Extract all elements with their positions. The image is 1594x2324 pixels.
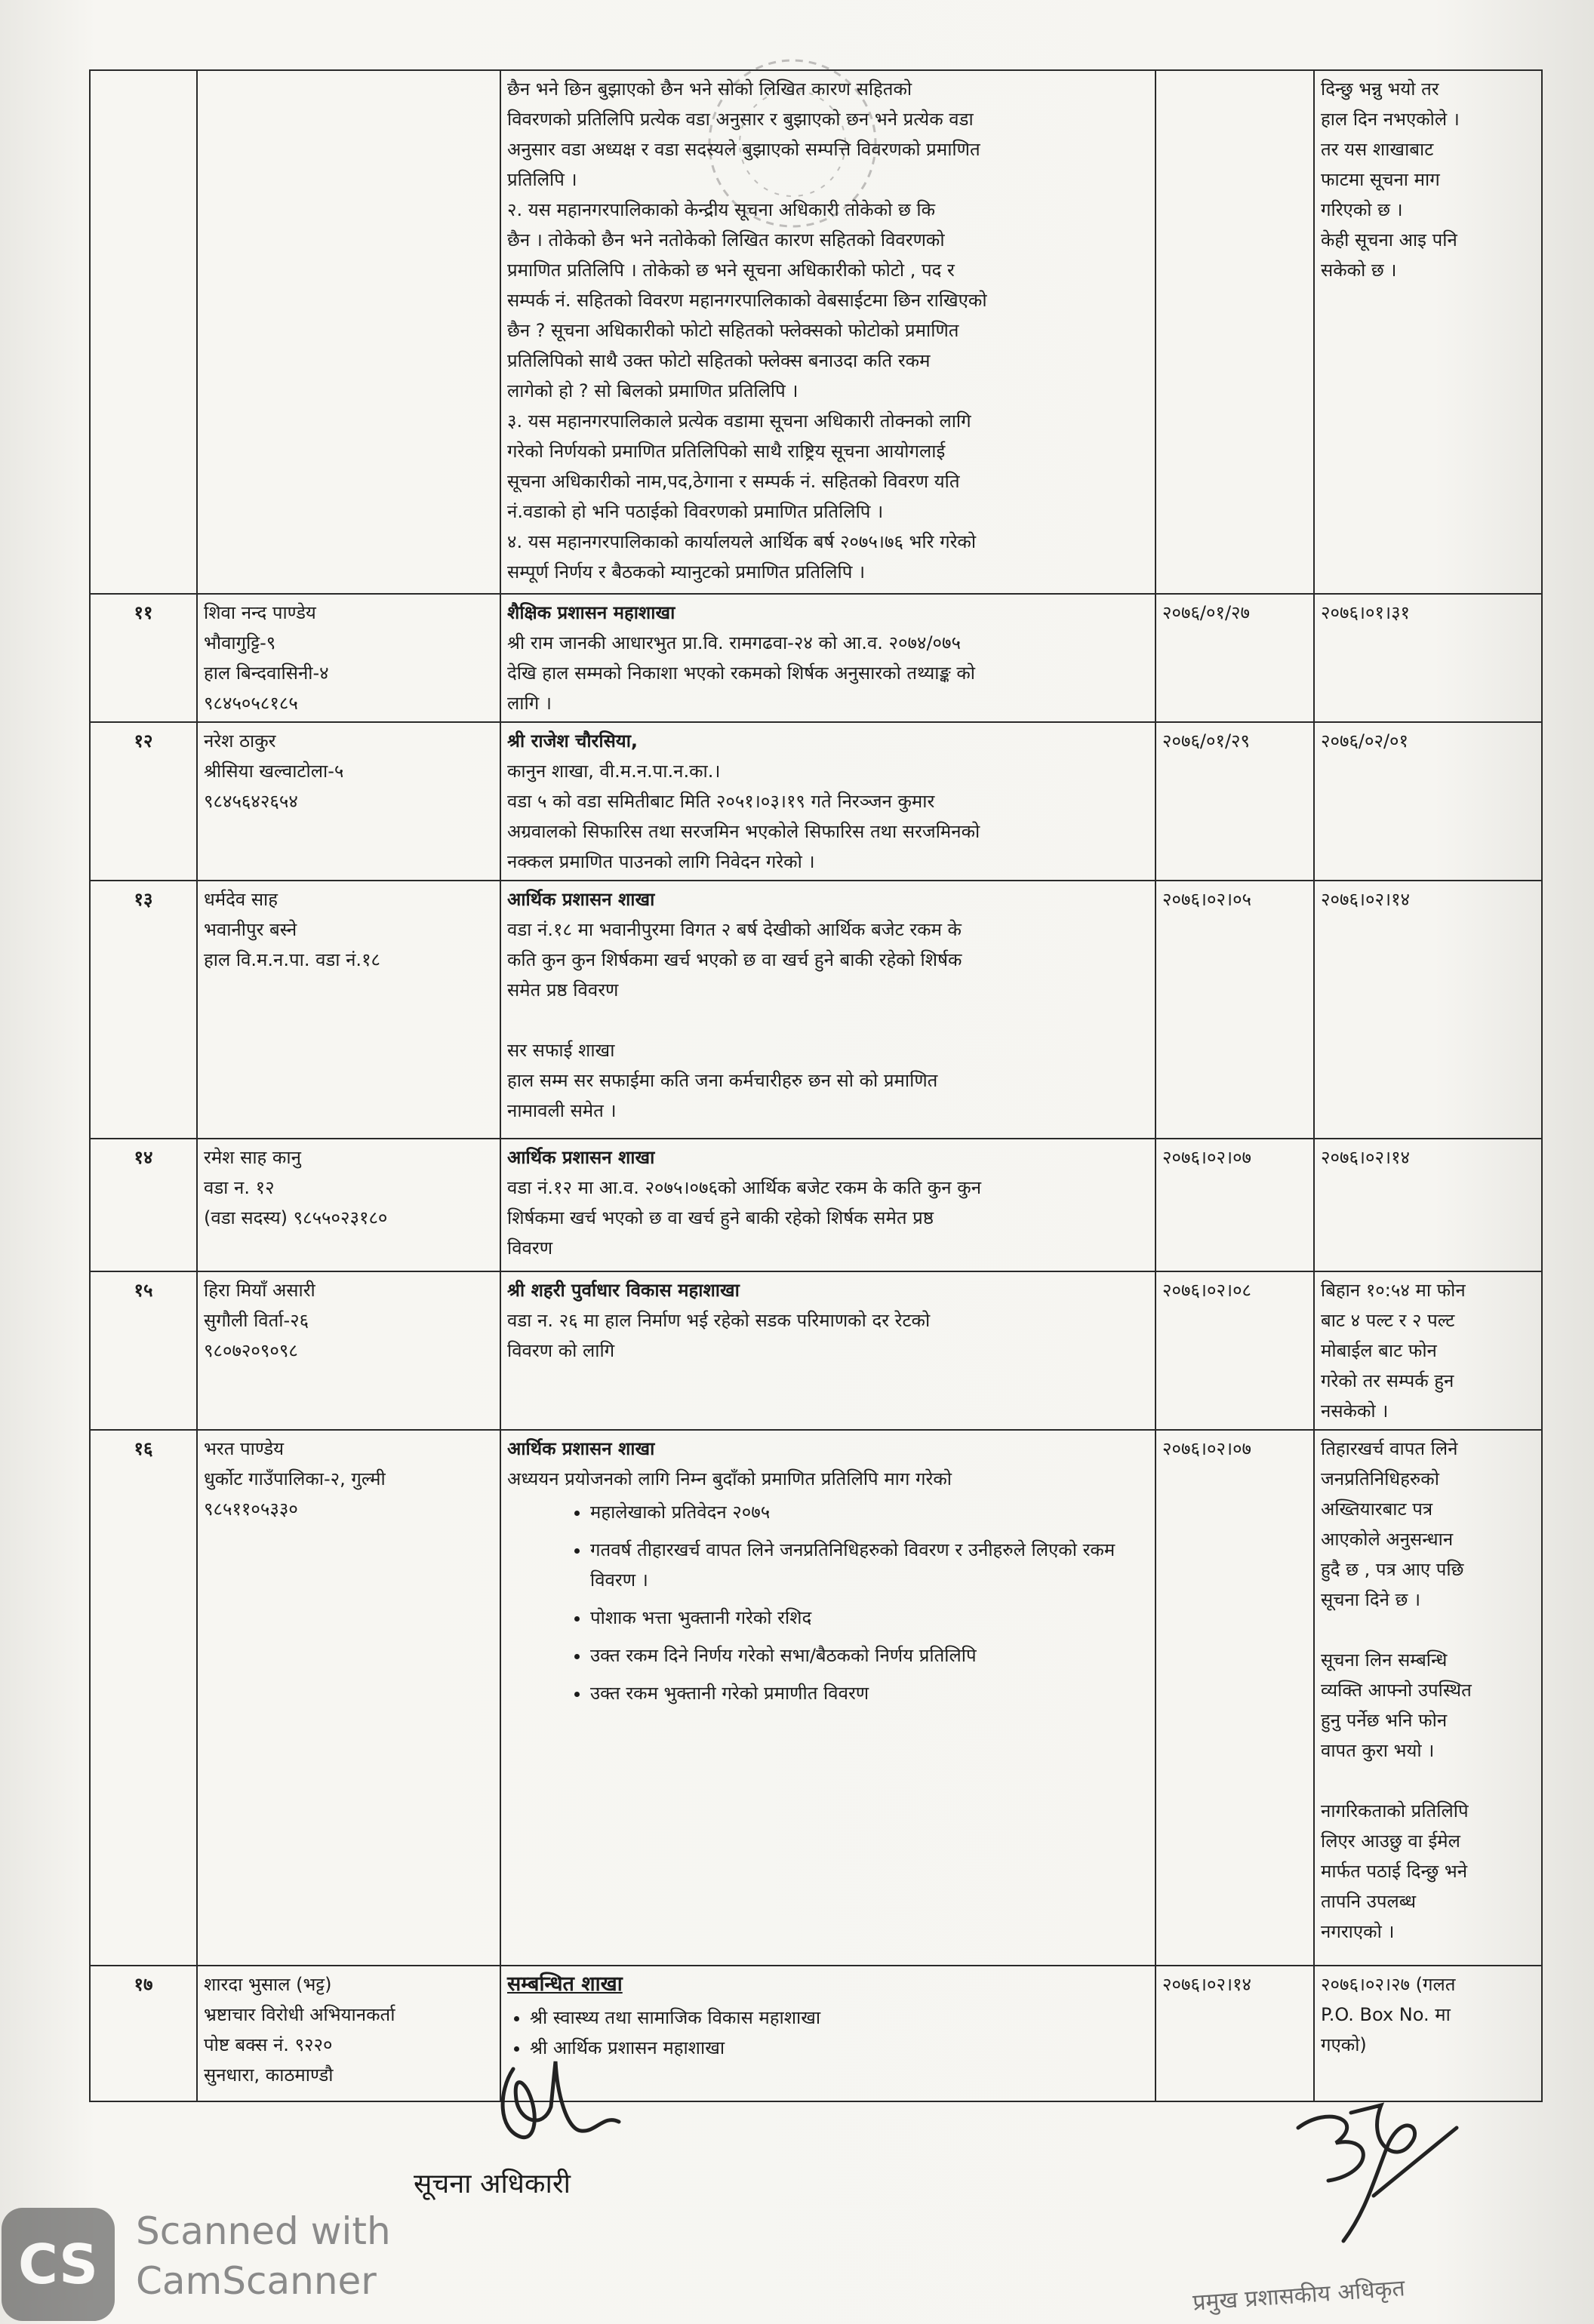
camscanner-watermark — [136, 2206, 391, 2306]
text-line: समेत प्रष्ठ विवरण — [507, 979, 619, 1001]
text-line — [1321, 1615, 1535, 1645]
text-line: मार्फत पठाई दिन्छु भने — [1321, 1861, 1468, 1882]
requester-details — [197, 1139, 500, 1271]
text-line: शैक्षिक प्रशासन महाशाखा — [507, 602, 675, 623]
serial-number: १२ — [90, 722, 197, 881]
text-line: नागरिकताको प्रतिलिपि — [1321, 1800, 1469, 1821]
text-line: छैन । तोकेको छैन भने नतोकेको लिखित कारण सहितको विवरणको — [507, 229, 945, 251]
text-line: ९८५११०५३३० — [204, 1499, 298, 1520]
section-title: सम्बन्धित शाखा — [507, 1972, 623, 1996]
remarks — [1314, 1430, 1542, 1966]
chief-signature — [1283, 2098, 1464, 2249]
text-line: (वडा सदस्य) ९८५५०२३१८० — [204, 1207, 388, 1228]
register-row — [90, 1430, 1542, 1966]
requester-details — [197, 1966, 500, 2101]
text-line: अग्रवालको सिफारिस तथा सरजमिन भएकोले सिफारिस तथा सरजमिनको — [507, 821, 980, 842]
text-line: धर्मदेव साह — [204, 889, 278, 910]
text-line: हुनु पर्नेछ भनि फोन — [1321, 1710, 1448, 1731]
text-line: नामावली समेत । — [507, 1100, 617, 1121]
text-line: अनुसार वडा अध्यक्ष र वडा सदस्यले बुझाएको सम्पत्ति विवरणको प्रमाणित — [507, 139, 980, 160]
text-line: पोष्ट बक्स नं. ९२२० — [204, 2034, 333, 2055]
text-line: कति कुन कुन शिर्षकमा खर्च भएको छ वा खर्च हुने बाकी रहेको शिर्षक — [507, 949, 962, 970]
text-line: नगराएको । — [1321, 1921, 1395, 1942]
list-item: • गतवर्ष तीहारखर्च वापत लिने जनप्रतिनिधिहरुको विवरण र उनीहरुले लिएको रकम विवरण । — [590, 1535, 1149, 1595]
text-line: वडा न. २६ मा हाल निर्माण भई रहेको सडक परिमाणको दर रेटको — [507, 1310, 931, 1331]
information-request-register — [89, 69, 1543, 2102]
date-received — [1155, 70, 1314, 594]
requester-details — [197, 881, 500, 1139]
list-item: • श्री स्वास्थ्य तथा सामाजिक विकास महाशाखा — [530, 2003, 1149, 2033]
text-line: गरेको तर सम्पर्क हुन — [1321, 1370, 1454, 1391]
remarks — [1314, 70, 1542, 594]
text-line: आर्थिक प्रशासन शाखा — [507, 889, 655, 910]
text-line: देखि हाल सम्मको निकाशा भएको रकमको शिर्षक अनुसारको तथ्याङ्क को — [507, 662, 975, 684]
text-line: हिरा मियाँ असारी — [204, 1280, 315, 1301]
text-line: भवानीपुर बस्ने — [204, 919, 297, 940]
text-line: ९८०७२०९०९८ — [204, 1340, 298, 1361]
text-line: धुर्कोट गाउँपालिका-२, गुल्मी — [204, 1468, 386, 1489]
text-line: लिएर आउछु वा ईमेल — [1321, 1831, 1460, 1852]
text-line: विवरणको प्रतिलिपि प्रत्येक वडा अनुसार र बुझाएको छन भने प्रत्येक वडा — [507, 109, 974, 130]
text-line: फाटमा सूचना माग — [1321, 169, 1440, 190]
text-line: छैन भने छिन बुझाएको छैन भने सोको लिखित कारण सहितको — [507, 78, 912, 100]
text-line: नं.वडाको हो भनि पठाईको विवरणको प्रमाणित प्रतिलिपि । — [507, 501, 884, 522]
text-line: सकेको छ । — [1321, 260, 1397, 281]
text-line: हाल दिन नभएकोले । — [1321, 109, 1460, 130]
text-line: श्री राम जानकी आधारभुत प्रा.वि. रामगढवा-२४ को आ.व. २०७४/०७५ — [507, 632, 961, 653]
text-line: दिन्छु भन्नु भयो तर — [1321, 78, 1439, 100]
text-line: लागि । — [507, 693, 552, 714]
text-line: नरेश ठाकुर — [204, 730, 276, 752]
text-line: P.O. Box No. मा — [1321, 2004, 1451, 2025]
requested-information — [500, 594, 1155, 722]
requested-information — [500, 70, 1155, 594]
date-received: २०७६/०१/२७ — [1155, 594, 1314, 722]
requested-information — [500, 722, 1155, 881]
requester-details — [197, 1430, 500, 1966]
requester-details — [197, 1271, 500, 1430]
serial-number: १३ — [90, 881, 197, 1139]
register-row — [90, 1139, 1542, 1271]
text-line: तर यस शाखाबाट — [1321, 139, 1434, 160]
text-line: विवरण को लागि — [507, 1340, 615, 1361]
text-line: वडा नं.१२ मा आ.व. २०७५।०७६को आर्थिक बजेट रकम के कति कुन कुन — [507, 1177, 982, 1198]
register-row — [90, 1966, 1542, 2101]
text-line: वडा नं.१८ मा भवानीपुरमा विगत २ बर्ष देखीको आर्थिक बजेट रकम के — [507, 919, 962, 940]
text-line: हाल सम्म सर सफाईमा कति जना कर्मचारीहरु छन सो को प्रमाणित — [507, 1070, 938, 1091]
text-line: नसकेको । — [1321, 1400, 1389, 1422]
text-line: तापनि उपलब्ध — [1321, 1891, 1417, 1912]
text-line: छैन ? सूचना अधिकारीको फोटो सहितको फ्लेक्सको फोटोको प्रमाणित — [507, 320, 959, 341]
serial-number — [90, 70, 197, 594]
serial-number: १५ — [90, 1271, 197, 1430]
register-row — [90, 70, 1542, 594]
text-line: कानुन शाखा, वी.म.न.पा.न.का.। — [507, 761, 721, 782]
remarks — [1314, 722, 1542, 881]
text-line: अध्ययन प्रयोजनको लागि निम्न बुदाँको प्रमाणित प्रतिलिपि माग गरेको — [507, 1468, 952, 1489]
text-line: २०७६।०२।२७ (गलत — [1321, 1974, 1456, 1995]
serial-number: १६ — [90, 1430, 197, 1966]
text-line: भौवागुट्टि-९ — [204, 632, 276, 653]
text-line: बाट ४ पल्ट र २ पल्ट — [1321, 1310, 1455, 1331]
date-received: २०७६।०२।०७ — [1155, 1139, 1314, 1271]
text-line — [1321, 1766, 1535, 1796]
text-line: तिहारखर्च वापत लिने — [1321, 1438, 1458, 1459]
text-line: केही सूचना आइ पनि — [1321, 229, 1457, 251]
text-line: सूचना अधिकारीको नाम,पद,ठेगाना र सम्पर्क नं. सहितको विवरण यति — [507, 471, 960, 492]
text-line: वडा ५ को वडा समितीबाट मिति २०५१।०३।१९ गते निरञ्जन कुमार — [507, 791, 935, 812]
serial-number: १७ — [90, 1966, 197, 2101]
remarks — [1314, 1139, 1542, 1271]
text-line: भ्रष्टाचार विरोधी अभियानकर्ता — [204, 2004, 395, 2025]
text-line: सूचना दिने छ । — [1321, 1589, 1421, 1610]
text-line: सुगौली विर्ता-२६ — [204, 1310, 309, 1331]
text-line: हाल बिन्दवासिनी-४ — [204, 662, 329, 684]
text-line: हुदै छ , पत्र आए पछि — [1321, 1559, 1464, 1580]
text-line: अख्तियारबाट पत्र — [1321, 1499, 1433, 1520]
text-line: सुनधारा, काठमाण्डौ — [204, 2064, 334, 2086]
date-received: २०७६।०२।०७ — [1155, 1430, 1314, 1966]
text-line: प्रमाणित प्रतिलिपि । तोकेको छ भने सूचना अधिकारीको फोटो , पद र — [507, 260, 955, 281]
text-line: विवरण — [507, 1237, 553, 1259]
serial-number: ११ — [90, 594, 197, 722]
remarks — [1314, 881, 1542, 1139]
text-line: आर्थिक प्रशासन शाखा — [507, 1147, 655, 1168]
text-line: शिर्षकमा खर्च भएको छ वा खर्च हुने बाकी रहेको शिर्षक समेत प्रष्ठ — [507, 1207, 934, 1228]
text-line: २०७६।०२।१४ — [1321, 1147, 1411, 1168]
text-line: सर सफाई शाखा — [507, 1040, 615, 1061]
text-line: २०७६।०२।१४ — [1321, 889, 1411, 910]
register-row — [90, 1271, 1542, 1430]
list-item: • पोशाक भत्ता भुक्तानी गरेको रशिद — [590, 1603, 1149, 1633]
requested-information — [500, 1430, 1155, 1966]
text-line: ९८४५०५८१८५ — [204, 693, 298, 714]
text-line: प्रतिलिपि । — [507, 169, 577, 190]
text-line: सम्पर्क नं. सहितको विवरण महानगरपालिकाको वेबसाईटमा छिन राखिएको — [507, 290, 987, 311]
text-line: ९८४५६४२६५४ — [204, 791, 298, 812]
text-line: गरेको निर्णयको प्रमाणित प्रतिलिपिको साथै राष्ट्रिय सूचना आयोगलाई — [507, 441, 946, 462]
text-line: आएकोले अनुसन्धान — [1321, 1529, 1454, 1550]
remarks — [1314, 1966, 1542, 2101]
text-line: वडा न. १२ — [204, 1177, 275, 1198]
date-received: २०७६।०२।०५ — [1155, 881, 1314, 1139]
list-item: • उक्त रकम दिने निर्णय गरेको सभा/बैठकको निर्णय प्रतिलिपि — [590, 1640, 1149, 1671]
requester-details — [197, 70, 500, 594]
text-line: भरत पाण्डेय — [204, 1438, 285, 1459]
text-line: शिवा नन्द पाण्डेय — [204, 602, 316, 623]
date-received: २०७६/०१/२९ — [1155, 722, 1314, 881]
text-line: वापत कुरा भयो । — [1321, 1740, 1435, 1761]
text-line: गरिएको छ । — [1321, 199, 1403, 220]
text-line: मोबाईल बाट फोन — [1321, 1340, 1437, 1361]
text-line: गएको) — [1321, 2034, 1367, 2055]
text-line: प्रतिलिपिको साथै उक्त फोटो सहितको फ्लेक्स बनाउदा कति रकम — [507, 350, 931, 371]
officer-signature — [483, 2046, 634, 2175]
text-line: नक्कल प्रमाणित पाउनको लागि निवेदन गरेको । — [507, 851, 815, 872]
text-line — [507, 1005, 1149, 1035]
register-row — [90, 881, 1542, 1139]
text-line: ३. यस महानगरपालिकाले प्रत्येक वडामा सूचना अधिकारी तोक्नको लागि — [507, 410, 971, 432]
watermark-line-2: CamScanner — [136, 2259, 377, 2303]
serial-number: १४ — [90, 1139, 197, 1271]
requester-details — [197, 722, 500, 881]
text-line: बिहान १०:५४ मा फोन — [1321, 1280, 1466, 1301]
text-line: २०७६।०१।३१ — [1321, 602, 1411, 623]
text-line: सूचना लिन सम्बन्धि — [1321, 1649, 1448, 1671]
text-line: शारदा भुसाल (भट्ट) — [204, 1974, 332, 1995]
officer-label: सूचना अधिकारी — [414, 2169, 571, 2200]
text-line: रमेश साह कानु — [204, 1147, 301, 1168]
text-line: २. यस महानगरपालिकाको केन्द्रीय सूचना अधिकारी तोकेको छ कि — [507, 199, 936, 220]
text-line: व्यक्ति आफ्नो उपस्थित — [1321, 1680, 1472, 1701]
text-line: जनप्रतिनिधिहरुको — [1321, 1468, 1439, 1489]
text-line: आर्थिक प्रशासन शाखा — [507, 1438, 655, 1459]
date-received: २०७६।०२।१४ — [1155, 1966, 1314, 2101]
register-row — [90, 594, 1542, 722]
text-line: हाल वि.म.न.पा. वडा नं.१८ — [204, 949, 381, 970]
list-item: • उक्त रकम भुक्तानी गरेको प्रमाणीत विवरण — [590, 1678, 1149, 1708]
request-bullet-list — [507, 1497, 1149, 1708]
requested-information — [500, 1139, 1155, 1271]
requester-details — [197, 594, 500, 722]
text-line: श्रीसिया खल्वाटोला-५ — [204, 761, 344, 782]
text-line: श्री शहरी पुर्वाधार विकास महाशाखा — [507, 1280, 740, 1301]
register-row — [90, 722, 1542, 881]
remarks — [1314, 1271, 1542, 1430]
text-line: ४. यस महानगरपालिकाको कार्यालयले आर्थिक बर्ष २०७५।७६ भरि गरेको — [507, 531, 977, 552]
list-item: • श्री आर्थिक प्रशासन महाशाखा — [530, 2033, 1149, 2063]
camscanner-logo: CS — [2, 2208, 115, 2321]
requested-information — [500, 881, 1155, 1139]
date-received: २०७६।०२।०८ — [1155, 1271, 1314, 1430]
chief-label: प्रमुख प्रशासकीय अधिकृत — [1192, 2275, 1406, 2316]
list-item: • महालेखाको प्रतिवेदन २०७५ — [590, 1497, 1149, 1527]
remarks — [1314, 594, 1542, 722]
requested-information — [500, 1271, 1155, 1430]
text-line: सम्पूर्ण निर्णय र बैठकको म्यानुटको प्रमाणित प्रतिलिपि । — [507, 561, 866, 583]
text-line: २०७६/०२/०१ — [1321, 730, 1409, 752]
text-line: श्री राजेश चौरसिया, — [507, 730, 639, 752]
text-line: लागेको हो ? सो बिलको प्रमाणित प्रतिलिपि । — [507, 380, 799, 401]
watermark-line-1: Scanned with — [136, 2209, 391, 2253]
